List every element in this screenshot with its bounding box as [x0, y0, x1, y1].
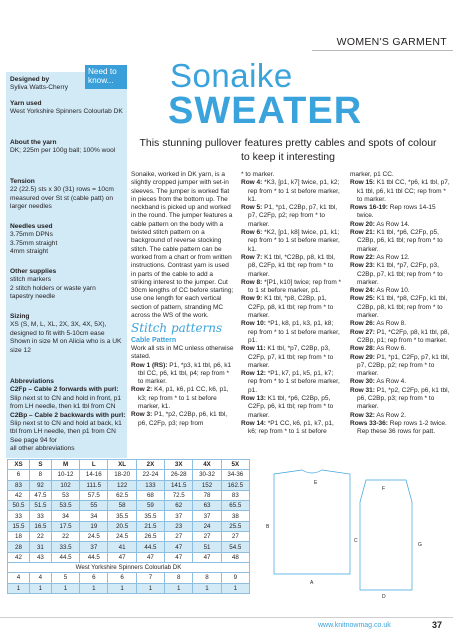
supply-item: stitch markers [10, 276, 52, 284]
yarn-label: Yarn used [10, 100, 42, 107]
abbreviations-label: Abbreviations [10, 378, 54, 385]
table-cell: 6 [80, 573, 108, 583]
row-text: As Row 4. [376, 378, 406, 386]
row-text: As Row 10. [376, 287, 410, 295]
table-cell: 51.5 [29, 501, 51, 511]
size-header-cell: 2X [136, 460, 164, 470]
table-cell: 62 [165, 501, 193, 511]
table-cell: 5 [51, 573, 79, 583]
cable-pattern-heading: Cable Pattern [131, 336, 177, 344]
row-text: K1 tbl, *p7, C2Fp, p3, C2Bp, p7, k1 tbl; rep from * to marker. [357, 262, 443, 286]
table-row [8, 480, 250, 490]
table-cell: 53 [51, 490, 79, 500]
row-label: Rows 16-19: [350, 204, 388, 212]
pattern-row [350, 420, 450, 437]
table-cell: 1 [51, 583, 79, 593]
table-cell: 18-20 [108, 470, 136, 480]
table-cell: 47.5 [29, 490, 51, 500]
pattern-row [350, 354, 450, 379]
table-cell: 4 [29, 573, 51, 583]
table-cell: 58 [108, 501, 136, 511]
cable-intro: Work all sts in MC unless otherwise stated. [131, 344, 234, 361]
table-cell: 37 [193, 511, 221, 521]
pattern-row [350, 387, 450, 412]
abbreviation-term: C2Fp – Cable 2 forwards with purl: [10, 386, 119, 394]
row-text: As Row 14. [376, 220, 410, 228]
row-text: P1, *p1, C2Fp, p7, k1 tbl, p7, C2Bp, p2; rep from * to marker. [357, 353, 450, 378]
row-label: Row 13: [241, 395, 266, 403]
row-text: *K3, [p1, k7] twice, p1, k2; rep from * to 1 st before marker, k1. [248, 179, 340, 203]
pattern-title-name: Sonaike [170, 57, 293, 94]
abbreviation-item [10, 412, 126, 437]
table-cell: 57.5 [80, 490, 108, 500]
row-text: K1 tbl, *p8, C2Bp, p1, C2Fp, p8, k1 tbl; rep from * to marker. [248, 295, 334, 320]
about-label: About the yarn [10, 139, 57, 146]
section-title: WOMEN'S GARMENT [336, 36, 447, 48]
pattern-row [241, 420, 344, 437]
table-cell: 19 [80, 521, 108, 531]
row-label: Row 24: [350, 287, 375, 295]
table-cell: 24.5 [80, 532, 108, 542]
row-label: Rows 33-36: [350, 419, 388, 427]
table-cell: 14-16 [80, 470, 108, 480]
table-cell: 44.5 [136, 542, 164, 552]
table-cell: 24.5 [108, 532, 136, 542]
pattern-row [350, 179, 450, 204]
table-cell: 1 [165, 583, 193, 593]
row-text: K1 tbl CC, *p6, k1 tbl, p7, k1 tbl, p6, k1 tbl CC; rep from * to marker. [357, 179, 450, 203]
row-text: K4, p1, k6, p1 CC, k6, p1, k3; rep from * to 1 st before marker, k1. [138, 386, 229, 411]
pattern-row [350, 254, 450, 262]
table-cell: 83 [221, 490, 249, 500]
row-text: P1, *p1, C2Bp, p7, k1 tbl, p7, C2Fp, p2; rep from * to marker. [248, 204, 338, 228]
needles-label: Needles used [10, 223, 53, 230]
size-header-cell: M [51, 460, 79, 470]
table-cell: 54.5 [221, 542, 249, 552]
row-text: K1 tbl, *p6, C2Bp, p5, C2Fp, p6, k1 tbl; rep from * to marker. [248, 395, 334, 419]
row-text: Rep rows 1-2 twice. Rep these 36 rows for patt. [357, 419, 447, 436]
row-label: Row 7: [241, 253, 263, 261]
body-outline [274, 470, 350, 574]
table-cell: 51 [193, 542, 221, 552]
table-cell: 1 [136, 583, 164, 593]
table-cell: 35.5 [108, 511, 136, 521]
table-cell: 10-12 [51, 470, 79, 480]
sizing-label: Sizing [10, 313, 30, 320]
pattern-row [241, 179, 344, 204]
pattern-row [131, 362, 235, 387]
row-text: * to marker. [241, 171, 275, 178]
pattern-row [350, 345, 450, 353]
tension-label: Tension [10, 178, 35, 185]
table-cell: 8 [193, 573, 221, 583]
size-table [7, 459, 250, 594]
row-text: As Row 6. [376, 345, 406, 353]
table-cell: 47 [193, 552, 221, 562]
table-cell: 63 [193, 501, 221, 511]
yarn-block [10, 100, 126, 117]
subtitle: This stunning pullover features pretty cables and spots of colour to keep it interesting [139, 137, 437, 163]
table-cell: 1 [29, 583, 51, 593]
row-text: *P1 CC, k6, p1, k7, p1, k6; rep from * to 1 st before [248, 419, 334, 436]
table-cell: 48 [221, 552, 249, 562]
row-text: K1 tbl, *C2Bp, p8, k1 tbl, p8, C2Fp, k1 tbl; rep from * to marker. [248, 253, 335, 278]
supplies-block [10, 268, 126, 302]
abbreviation-note: See page 94 for [10, 436, 57, 444]
row-label: Row 20: [350, 220, 375, 228]
table-cell: 1 [221, 583, 249, 593]
supply-item: tapestry needle [10, 293, 56, 301]
size-header-cell: XL [108, 460, 136, 470]
table-cell: 55 [80, 501, 108, 511]
sleeve-outline [360, 480, 412, 590]
pattern-row [241, 279, 344, 296]
row-text: *P1, k7, p1, k5, p1, k7; rep from * to 1 st before marker, p1. [248, 370, 340, 394]
abbreviation-definition: Slip next st to CN and hold in front, p1 from LH needle, then k1 tbl from CN [10, 394, 122, 411]
table-cell: 1 [193, 583, 221, 593]
stitch-patterns-heading: Stitch patterns [131, 321, 223, 336]
row-text: marker, p1 CC. [350, 171, 394, 178]
designer-name: Syliva Watts-Cherry [10, 84, 69, 92]
pattern-row [350, 295, 450, 320]
table-cell: 22-24 [136, 470, 164, 480]
abbreviation-note: all other abbreviations [10, 445, 75, 453]
row-label: Row 30: [350, 378, 375, 386]
need-to-know-badge: Need to know... [85, 65, 127, 89]
table-cell: 47 [108, 552, 136, 562]
table-cell: 37 [80, 542, 108, 552]
table-cell: 33 [8, 511, 30, 521]
table-cell: 65.5 [221, 501, 249, 511]
row-text: *P1, k8, p1, k3, p1, k8; rep from * to 1 st before marker, p1. [248, 320, 340, 344]
page-number: 37 [432, 620, 443, 630]
schematic-label: F [382, 486, 386, 492]
pattern-row [241, 295, 344, 320]
row-text: *K2, [p1, k8] twice, p1, k1; rep from * to 1 st before marker, k1. [248, 229, 340, 253]
table-cell: 34 [80, 511, 108, 521]
row-label: Row 8: [241, 278, 263, 286]
table-cell: 17.5 [51, 521, 79, 531]
table-cell: 4 [8, 573, 30, 583]
yarn-caption-row [8, 562, 250, 572]
table-cell: 47 [165, 542, 193, 552]
table-cell: 27 [221, 532, 249, 542]
table-cell: 26.5 [136, 532, 164, 542]
schematic-label: G [418, 542, 422, 548]
pattern-row [241, 204, 344, 229]
table-row [8, 583, 250, 593]
table-cell: 59 [136, 501, 164, 511]
info-sidebar [6, 72, 127, 458]
table-cell: 152 [193, 480, 221, 490]
table-cell: 33.5 [51, 542, 79, 552]
table-cell: 133 [136, 480, 164, 490]
table-row [8, 552, 250, 562]
table-row [8, 511, 250, 521]
footer-url-link[interactable]: www.knitnowmag.co.uk [318, 622, 391, 629]
table-cell: 1 [80, 583, 108, 593]
sizing-text: XS (S, M, L, XL, 2X, 3X, 4X, 5X), designed to fit with 5-10cm ease [10, 321, 107, 337]
table-cell: 8 [165, 573, 193, 583]
table-cell: 38 [221, 511, 249, 521]
row-label: Row 10: [241, 320, 266, 328]
table-cell: 24 [193, 521, 221, 531]
table-cell: 78 [193, 490, 221, 500]
row-label: Row 23: [350, 262, 375, 270]
pattern-row [241, 254, 344, 279]
table-cell: 42 [8, 552, 30, 562]
pattern-row [241, 171, 344, 179]
table-cell: 6 [8, 470, 30, 480]
row-label: Row 15: [350, 179, 375, 187]
table-cell: 44.5 [51, 552, 79, 562]
pattern-row [131, 411, 235, 428]
row-label: Row 6: [241, 229, 263, 237]
size-header-cell: XS [8, 460, 30, 470]
row-label: Row 11: [241, 345, 266, 353]
instructions-column-3 [350, 171, 450, 437]
shown-text: Shown in size M on Alicia who is a UK size 12 [10, 338, 122, 354]
table-cell: 72.5 [165, 490, 193, 500]
row-text: K1 tbl, *p7, C2Bp, p3, C2Fp, p7, k1 tbl; rep from * to marker. [248, 345, 334, 369]
abbreviation-item [10, 386, 126, 411]
row-text: As Row 12. [376, 253, 410, 261]
pattern-title-garment: SWEATER [168, 90, 363, 132]
table-cell: 22 [29, 532, 51, 542]
pattern-row [241, 320, 344, 345]
pattern-row [350, 412, 450, 420]
needle-item: 3.75mm straight [10, 239, 58, 247]
table-row [8, 490, 250, 500]
pattern-row [350, 204, 450, 221]
row-text: K1 tbl, *p6, C2Fp, p5, C2Bp, p6, k1 tbl; rep from * to marker. [357, 229, 443, 253]
schematic-label: C [354, 538, 358, 544]
about-text: DK; 225m per 100g ball; 100% wool [10, 147, 116, 155]
tension-text: 22 (22.5) sts x 30 (31) rows = 10cm measured over St st (cable patt) on larger needles [10, 186, 114, 211]
size-header-cell: 3X [165, 460, 193, 470]
pattern-row [350, 287, 450, 295]
pattern-row [241, 345, 344, 370]
table-cell: 34 [51, 511, 79, 521]
footer-rule [0, 617, 453, 618]
pattern-row [241, 395, 344, 420]
table-cell: 8 [29, 470, 51, 480]
table-cell: 68 [136, 490, 164, 500]
abbreviations-block [10, 378, 126, 454]
row-label: Row 12: [241, 370, 266, 378]
row-label: Row 27: [350, 328, 375, 336]
table-row [8, 521, 250, 531]
pattern-row [350, 262, 450, 287]
table-cell: 18 [8, 532, 30, 542]
table-cell: 27 [193, 532, 221, 542]
table-row [8, 470, 250, 480]
row-label: Row 1 (RS): [131, 361, 168, 369]
table-cell: 28 [8, 542, 30, 552]
table-cell: 44.5 [80, 552, 108, 562]
table-cell: 22 [51, 532, 79, 542]
intro-paragraph: Sonaike, worked in DK yarn, is a slightly cropped jumper with set-in sleeves. The jumper is worked flat in pieces from the bottom up. The neckband is picked up and worked in the round. The jumper features a cable pattern on the body with a twisted stitch pattern on a background of reverse stocking stitch. The cable pattern can be worked from a chart or from written instructions. Contrast yarn is used in parts of the cable to add a striking interest to the jumper. Cut 30cm lengths of CC before starting; use one length for each vertical section of pattern, stranding MC across the WS of the work. [131, 171, 234, 320]
row-label: Row 22: [350, 253, 375, 261]
table-cell: 20.5 [108, 521, 136, 531]
table-cell: 33 [29, 511, 51, 521]
row-text: Rep rows 14-15 twice. [357, 204, 436, 220]
table-cell: 25.5 [221, 521, 249, 531]
needles-block [10, 223, 126, 257]
pattern-row [241, 370, 344, 395]
table-cell: 27 [165, 532, 193, 542]
row-label: Row 2: [131, 386, 153, 394]
table-cell: 30-32 [193, 470, 221, 480]
row-text: *[P1, k10] twice; rep from * to 1 st before marker, p1. [248, 278, 342, 295]
table-cell: 26-28 [165, 470, 193, 480]
row-label: Row 4: [241, 179, 263, 187]
row-label: Row 9: [241, 295, 263, 303]
needle-item: 4mm straight [10, 248, 49, 256]
table-cell: 35.5 [136, 511, 164, 521]
pattern-row [350, 229, 450, 254]
table-cell: 6 [108, 573, 136, 583]
row-label: Row 21: [350, 229, 375, 237]
table-cell: 21.5 [136, 521, 164, 531]
size-header-cell: S [29, 460, 51, 470]
table-cell: 37 [165, 511, 193, 521]
pattern-row [350, 221, 450, 229]
pattern-row [350, 378, 450, 386]
instructions-column-2 [241, 171, 344, 437]
table-cell: 141.5 [165, 480, 193, 490]
pattern-row [350, 320, 450, 328]
row-text: K1 tbl, *p8, C2Fp, k1 tbl, C2Bp, p8, k1 tbl; rep from * to marker. [357, 295, 448, 320]
pattern-row [350, 329, 450, 346]
yarn-caption: West Yorkshire Spinners Colourlab DK [8, 562, 250, 572]
table-cell: 16.5 [29, 521, 51, 531]
table-cell: 41 [108, 542, 136, 552]
table-row [8, 573, 250, 583]
table-cell: 83 [8, 480, 30, 490]
about-block [10, 139, 126, 156]
table-cell: 42 [8, 490, 30, 500]
row-label: Row 14: [241, 419, 266, 427]
size-header-cell: 4X [193, 460, 221, 470]
row-label: Row 31: [350, 386, 375, 394]
row-label: Row 26: [350, 320, 375, 328]
table-cell: 122 [108, 480, 136, 490]
table-cell: 23 [165, 521, 193, 531]
row-label: Row 5: [241, 204, 263, 212]
supplies-label: Other supplies [10, 268, 57, 275]
table-cell: 62.5 [108, 490, 136, 500]
table-cell: 162.5 [221, 480, 249, 490]
table-cell: 50.5 [8, 501, 30, 511]
table-cell: 34-36 [221, 470, 249, 480]
garment-schematic [254, 462, 444, 602]
table-cell: 92 [29, 480, 51, 490]
table-cell: 111.5 [80, 480, 108, 490]
instructions-column-1 [131, 171, 235, 428]
row-label: Row 28: [350, 345, 375, 353]
row-label: Row 25: [350, 295, 375, 303]
table-cell: 102 [51, 480, 79, 490]
table-cell: 1 [108, 583, 136, 593]
row-label: Row 3: [131, 411, 153, 419]
table-cell: 1 [8, 583, 30, 593]
designer-label: Designed by [10, 76, 50, 83]
table-cell: 47 [136, 552, 164, 562]
table-cell: 15.5 [8, 521, 30, 531]
row-text: As Row 2. [376, 411, 406, 419]
schematic-label: D [382, 594, 386, 600]
table-cell: 53.5 [51, 501, 79, 511]
yarn-text: West Yorkshire Spinners Colourlab DK [10, 108, 123, 116]
row-text: P1, *p2, C2Bp, p6, k1 tbl, p6, C2Fp, p3; rep from [138, 411, 228, 427]
tension-block [10, 178, 126, 212]
schematic-label: A [310, 580, 314, 586]
row-text: P1, *p3, k1 tbl, p6, k1 tbl CC, p6, k1 tbl, p4; rep from * to marker. [138, 361, 232, 386]
pattern-row [350, 171, 450, 179]
row-text: P1, *C2Fp, p8, k1 tbl, p8, C2Bp, p1; rep from * to marker. [357, 328, 450, 344]
table-row [8, 542, 250, 552]
header-rule [312, 50, 453, 51]
table-cell: 7 [136, 573, 164, 583]
schematic-label: E [314, 480, 318, 486]
sizing-block [10, 313, 126, 355]
supply-item: 2 stitch holders or waste yarn [10, 284, 96, 292]
abbreviation-definition: Slip next st to CN and hold at back, k1 tbl from LH needle, then p1 from CN [10, 420, 122, 436]
pattern-row [241, 229, 344, 254]
needle-item: 3.75mm DPNs [10, 231, 53, 239]
schematic-label: B [266, 524, 270, 530]
pattern-row [131, 386, 235, 411]
size-header-cell: 5X [221, 460, 249, 470]
row-label: Row 29: [350, 353, 375, 361]
table-row [8, 501, 250, 511]
table-cell: 31 [29, 542, 51, 552]
table-cell: 43 [29, 552, 51, 562]
row-label: Row 32: [350, 411, 375, 419]
row-text: As Row 8. [376, 320, 406, 328]
size-header-row [8, 460, 250, 470]
abbreviation-term: C2Bp – Cable 2 backwards with purl: [10, 411, 126, 419]
table-row [8, 532, 250, 542]
table-cell: 9 [221, 573, 249, 583]
size-header-cell: L [80, 460, 108, 470]
table-cell: 47 [165, 552, 193, 562]
row-text: P1, *p2, C2Fp, p6, k1 tbl, p6, C2Bp, p3; rep from * to marker. [357, 386, 450, 411]
